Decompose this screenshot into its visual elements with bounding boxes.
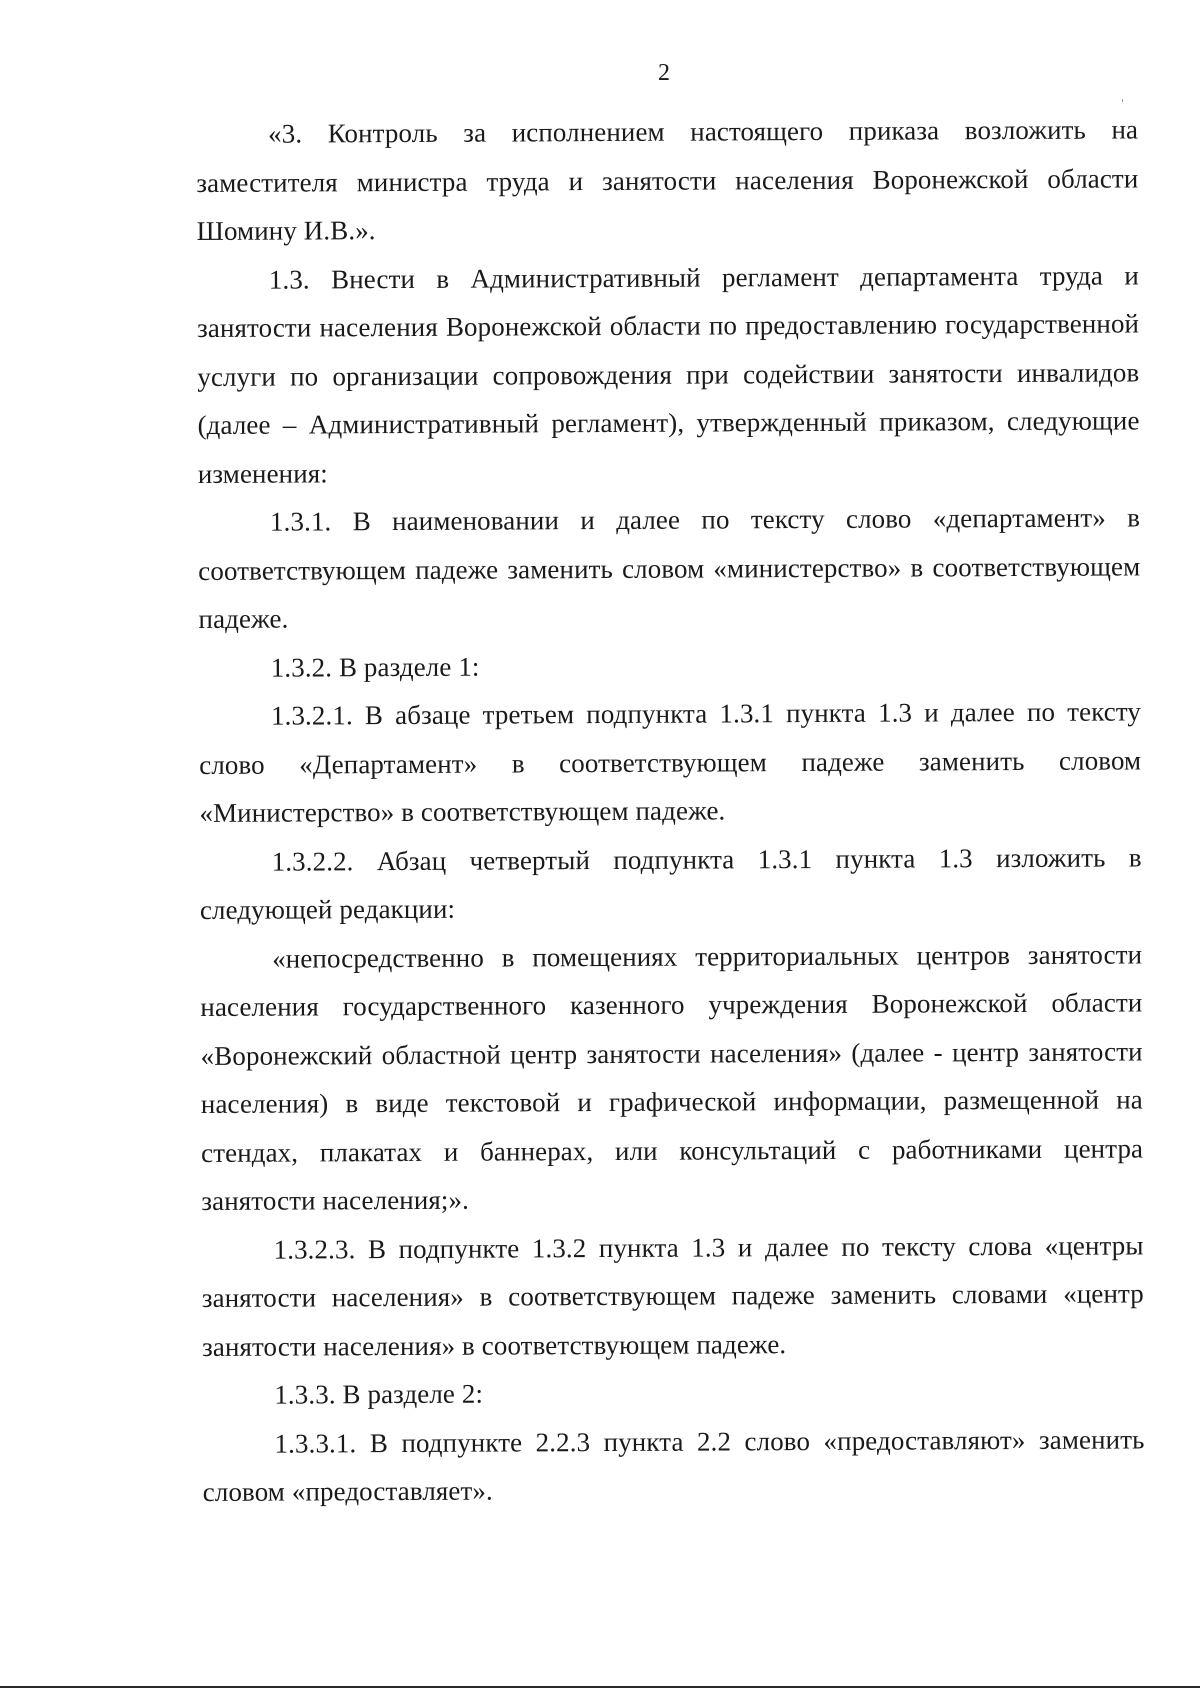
page-number: 2 xyxy=(658,60,670,86)
bottom-edge-line xyxy=(0,1686,1200,1688)
document-body xyxy=(196,105,1145,1516)
paragraph-1-3-1: 1.3.1. В наименовании и далее по тексту слово «департамент» в соответствующем падеже заменить словом «министерство» в соответствующем падеже. xyxy=(198,502,1141,634)
paragraph-1-3: 1.3. Внести в Административный регламент департамента труда и занятости населения Воронежской области по предоставлению государственной услуги по организации сопровождения при содействии занятости инвалидов (далее – Административный регламент), утвержденный приказом, следующие изменения: xyxy=(196,259,1140,489)
paragraph-control-clause: «3. Контроль за исполнением настоящего приказа возложить на заместителя министра труда и занятости населения Воронежской области Шомину И.В.». xyxy=(196,114,1139,246)
paragraph-1-3-3: 1.3.3. В разделе 2: xyxy=(274,1378,484,1410)
paragraph-quoted-text: «непосредственно в помещениях территориальных центров занятости населения государственного казенного учреждения Воронежской области «Воронежский областной центр занятости населения» (далее - центр занятости населения) в виде текстовой и графической информации, размещенной на стендах, плакатах и баннерах, или консультаций с работниками центра занятости населения;». xyxy=(200,938,1144,1216)
paragraph-1-3-2-3: 1.3.2.3. В подпункте 1.3.2 пункта 1.3 и далее по тексту слова «центры занятости населения» в соответствующем падеже заменить словами «центр занятости населения» в соответствующем падеже. xyxy=(201,1229,1144,1362)
paragraph-1-3-2-2: 1.3.2.2. Абзац четвертый подпункта 1.3.1 пункта 1.3 изложить в следующей редакции: xyxy=(199,841,1142,925)
scan-artifact-dot xyxy=(1122,99,1123,102)
paragraph-1-3-3-1: 1.3.3.1. В подпункте 2.2.3 пункта 2.2 слово «предоставляют» заменить словом «предоставляет». xyxy=(202,1423,1145,1507)
paragraph-1-3-2: 1.3.2. В разделе 1: xyxy=(270,651,480,683)
paragraph-1-3-2-1: 1.3.2.1. В абзаце третьем подпункта 1.3.1 пункта 1.3 и далее по тексту слово «Департамент» в соответствующем падеже заменить словом «Министерство» в соответствующем падеже. xyxy=(199,696,1142,828)
